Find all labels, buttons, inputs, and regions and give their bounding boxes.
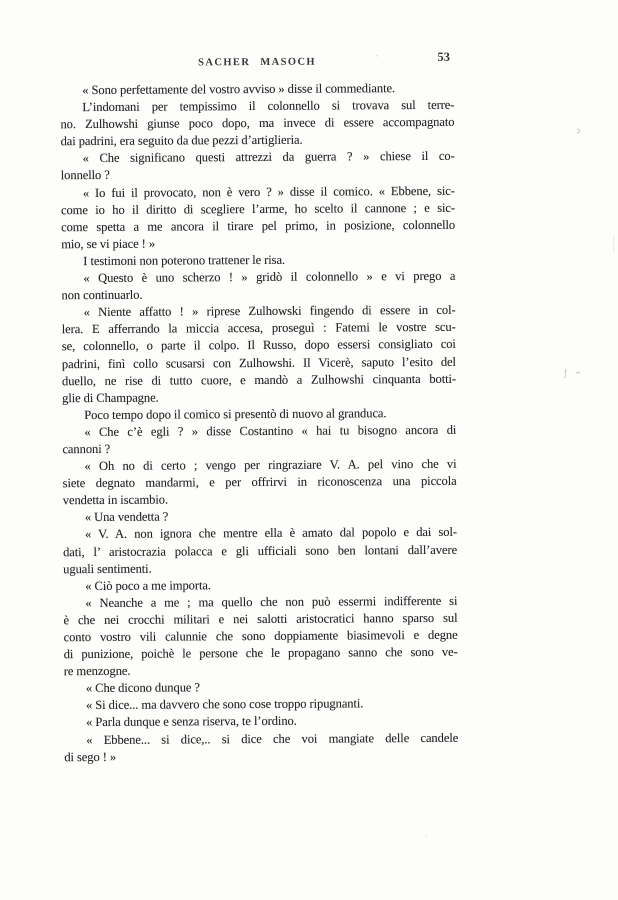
text-line: lonnello ? bbox=[60, 168, 110, 183]
text-line: « Che significano questi attrezzi da guerra ? » chiese il co- bbox=[82, 149, 455, 166]
ink-smudge-curl-icon: ƒ bbox=[564, 369, 568, 379]
text-line: « Parla dunque e senza riserva, te l’ordino. bbox=[86, 714, 297, 730]
text-line: di sego ! » bbox=[64, 749, 117, 764]
text-line: non continuarlo. bbox=[61, 287, 143, 303]
page-number: 53 bbox=[437, 49, 451, 64]
text-line: conto vostro vili calunnie che sono doppiamente biasimevoli e degne bbox=[63, 627, 458, 645]
text-line: « Che dicono dunque ? bbox=[85, 680, 200, 696]
text-line: Poco tempo dopo il comico si presentò di nuovo al granduca. bbox=[84, 405, 387, 422]
text-line: padrini, finì collo scusarsi con Zulhowshi. Il Vicerè, saputo l’esito del bbox=[61, 354, 456, 371]
text-line: I testimoni non poterono trattener le risa. bbox=[83, 252, 286, 269]
text-line: come io ho il diritto di scegliere l’arme, ho scelto il cannone ; e sic- bbox=[60, 200, 455, 217]
text-line: L’indomani per tempissimo il colonnello si trovava sul terre- bbox=[82, 97, 455, 115]
text-line: mio, se vi piace ! » bbox=[61, 236, 156, 252]
text-line: « Ciò poco a me importa. bbox=[85, 578, 211, 593]
faint-bottom-smudge-icon: · bbox=[424, 826, 430, 845]
text-line: « Io fui il provocato, non è vero ? » disse il comico. « Ebbene, sic- bbox=[82, 183, 455, 200]
text-line: uguali sentimenti. bbox=[63, 561, 152, 576]
text-line: lera. E afferrando la miccia accesa, proseguì : Fatemi le vostre scu- bbox=[61, 320, 456, 337]
text-line: « Una vendetta ? bbox=[84, 509, 169, 525]
ink-speck-dot-icon: · bbox=[375, 49, 379, 63]
text-line: « Questo è uno scherzo ! » gridò il colonnello » e vi prego a bbox=[83, 268, 456, 286]
ink-smudge-chevron-icon: › bbox=[576, 124, 582, 139]
text-line: siete degnato mandarmi, e per offrirvi in riconoscenza una piccola bbox=[62, 473, 457, 491]
text-line: di punizione, poichè le persone che le propagano sanno che sono ve- bbox=[63, 644, 458, 662]
text-line: re menzogne. bbox=[63, 663, 131, 679]
text-line: « V. A. non ignora che mentre ella è amato dal popolo e dai sol- bbox=[84, 525, 457, 542]
text-line: no. Zulhowshi giunse poco dopo, ma invece di essere accompagnato bbox=[60, 114, 455, 132]
text-line: « Oh no di certo ; vengo per ringraziare V. A. pel vino che vi bbox=[84, 456, 457, 474]
ink-smudge-tilde-icon: ˜ bbox=[575, 371, 582, 386]
text-line: dai padrini, era seguito da due pezzi d’artiglieria. bbox=[60, 133, 303, 149]
text-line: se, colonnello, o parte il colpo. Il Russo, dopo essersi consigliato coi bbox=[61, 337, 456, 354]
page-header bbox=[60, 51, 454, 67]
text-line: è che nei crocchi militari e nei salotti aristocratici hanno sparso sul bbox=[63, 610, 458, 628]
text-line: come spetta a me ancora il tirare pel primo, in posizione, colonnello bbox=[61, 217, 456, 234]
text-line: « Ebbene... si dice,.. si dice che voi mangiate delle candele bbox=[86, 730, 459, 747]
page-edge-mark-icon: | bbox=[611, 233, 617, 252]
text-line: « Si dice... ma davvero che sono cose troppo ripugnanti. bbox=[85, 696, 364, 713]
text-line: « Neanche a me ; ma quello che non può essermi indifferente si bbox=[85, 593, 458, 610]
text-line: « Sono perfettamente del vostro avviso » disse il commediante. bbox=[82, 81, 396, 98]
text-line: « Niente affatto ! » riprese Zulhowski fingendo di essere in col- bbox=[83, 303, 456, 320]
text-line: cannoni ? bbox=[62, 441, 111, 457]
text-line: vendetta in iscambio. bbox=[62, 492, 169, 508]
text-line: dati, l’ aristocrazia polacca e gli ufficiali sono ben lontani dall’avere bbox=[63, 542, 458, 559]
text-line: duello, ne rise di tutto cuore, e mandò a Zulhowshi cinquanta botti- bbox=[61, 371, 457, 388]
running-title: SACHER MASOCH bbox=[198, 56, 317, 69]
text-line: « Che c’è egli ? » disse Costantino « hai tu bisogno ancora di bbox=[84, 422, 457, 439]
text-line: glie di Champagne. bbox=[62, 390, 159, 405]
page-content bbox=[60, 51, 458, 766]
page-body-text bbox=[60, 80, 458, 766]
